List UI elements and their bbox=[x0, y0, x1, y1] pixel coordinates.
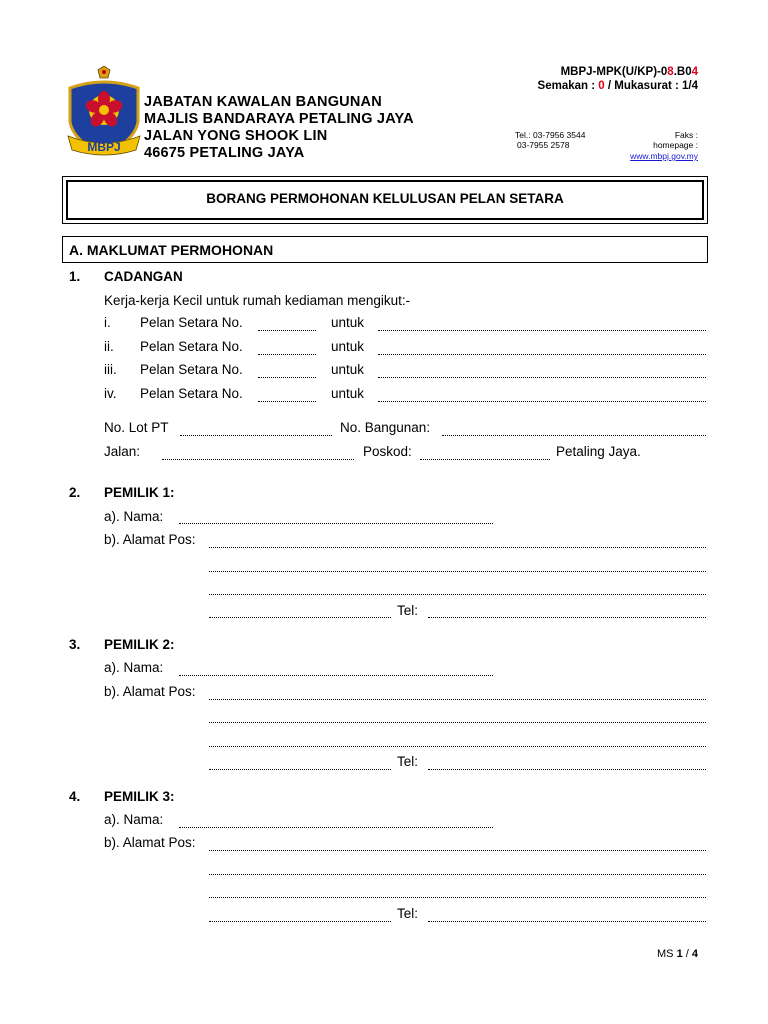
postcode-city: 46675 PETALING JAYA bbox=[144, 145, 305, 161]
form-title: BORANG PERMOHONAN KELULUSAN PELAN SETARA bbox=[206, 191, 564, 206]
owner-1-address-line-1[interactable] bbox=[209, 547, 706, 548]
owner-2-address-line-4[interactable] bbox=[209, 769, 391, 770]
postcode-label: Poskod: bbox=[363, 444, 412, 459]
owner-3-address-line-3[interactable] bbox=[209, 897, 706, 898]
city-text: Petaling Jaya. bbox=[556, 444, 641, 459]
owner-2-address-line-3[interactable] bbox=[209, 746, 706, 747]
street-field[interactable] bbox=[162, 459, 354, 460]
item-1-heading: CADANGAN bbox=[104, 269, 183, 284]
section-a-title: A. MAKLUMAT PERMOHONAN bbox=[69, 242, 274, 258]
revision-page: Semakan : 0 / Mukasurat : 1/4 bbox=[537, 80, 698, 92]
building-no-field[interactable] bbox=[442, 435, 706, 436]
website-link[interactable]: www.mbpj.gov.my bbox=[630, 151, 698, 161]
owner-1-address-line-3[interactable] bbox=[209, 594, 706, 595]
plan-row-2-purpose-field[interactable] bbox=[378, 354, 706, 355]
plan-row-4-untuk: untuk bbox=[331, 386, 365, 401]
owner-2-tel-field[interactable] bbox=[428, 769, 706, 770]
owner-2-name-field[interactable] bbox=[179, 675, 493, 676]
lot-pt-field[interactable] bbox=[180, 435, 332, 436]
plan-row-2-no-field[interactable] bbox=[258, 354, 316, 355]
owner-1-name-field[interactable] bbox=[179, 523, 493, 524]
form-title-box bbox=[62, 176, 708, 224]
street-address: JALAN YONG SHOOK LIN bbox=[144, 128, 328, 144]
owner-1-heading: PEMILIK 1: bbox=[104, 485, 175, 500]
plan-row-2-untuk: untuk bbox=[331, 339, 365, 354]
owner-3-address-line-2[interactable] bbox=[209, 874, 706, 875]
owner-2-address-label: b). Alamat Pos: bbox=[104, 684, 196, 699]
owner-1-address-label: b). Alamat Pos: bbox=[104, 532, 196, 547]
agency-name: JABATAN KAWALAN BANGUNAN bbox=[144, 94, 382, 110]
owner-3-heading: PEMILIK 3: bbox=[104, 789, 175, 804]
owner-3-address-line-1[interactable] bbox=[209, 850, 706, 851]
plan-row-3-purpose-field[interactable] bbox=[378, 377, 706, 378]
item-1-intro: Kerja-kerja Kecil untuk rumah kediaman mengikut:- bbox=[104, 293, 411, 308]
owner-2-address-line-1[interactable] bbox=[209, 699, 706, 700]
section-a-header bbox=[62, 236, 708, 263]
owner-3-name-field[interactable] bbox=[179, 827, 493, 828]
form-code: MBPJ-MPK(U/KP)-08.B04 bbox=[560, 66, 698, 78]
page-number: MS 1 / 4 bbox=[657, 948, 698, 960]
lot-pt-label: No. Lot PT bbox=[104, 420, 169, 435]
owner-3-tel-label: Tel: bbox=[397, 906, 419, 921]
mbpj-logo bbox=[64, 66, 144, 158]
owner-2-name-label: a). Nama: bbox=[104, 660, 164, 675]
plan-row-1-no-field[interactable] bbox=[258, 330, 316, 331]
plan-row-3-no-field[interactable] bbox=[258, 377, 316, 378]
plan-row-1-roman: i. bbox=[104, 315, 111, 330]
street-label: Jalan: bbox=[104, 444, 141, 459]
plan-row-4-purpose-field[interactable] bbox=[378, 401, 706, 402]
owner-3-name-label: a). Nama: bbox=[104, 812, 164, 827]
owner-1-tel-field[interactable] bbox=[428, 617, 706, 618]
plan-row-4-label: Pelan Setara No. bbox=[140, 386, 243, 401]
postcode-field[interactable] bbox=[420, 459, 550, 460]
plan-row-1-untuk: untuk bbox=[331, 315, 365, 330]
plan-row-1-purpose-field[interactable] bbox=[378, 330, 706, 331]
owner-3-tel-field[interactable] bbox=[428, 921, 706, 922]
owner-1-name-label: a). Nama: bbox=[104, 509, 164, 524]
item-1-number: 1. bbox=[69, 269, 81, 284]
owner-1-address-line-2[interactable] bbox=[209, 571, 706, 572]
plan-row-4-roman: iv. bbox=[104, 386, 117, 401]
owner-2-number: 3. bbox=[69, 637, 81, 652]
owner-2-heading: PEMILIK 2: bbox=[104, 637, 175, 652]
plan-row-4-no-field[interactable] bbox=[258, 401, 316, 402]
fax-label: Faks : bbox=[674, 130, 698, 140]
owner-2-tel-label: Tel: bbox=[397, 754, 419, 769]
owner-3-address-label: b). Alamat Pos: bbox=[104, 835, 196, 850]
owner-1-address-line-4[interactable] bbox=[209, 617, 391, 618]
plan-row-2-label: Pelan Setara No. bbox=[140, 339, 243, 354]
council-name: MAJLIS BANDARAYA PETALING JAYA bbox=[144, 111, 414, 127]
plan-row-2-roman: ii. bbox=[104, 339, 114, 354]
homepage-label: homepage : bbox=[653, 140, 698, 150]
plan-row-3-untuk: untuk bbox=[331, 362, 365, 377]
tel-number-2: 03-7955 2578 bbox=[517, 140, 570, 150]
owner-1-tel-label: Tel: bbox=[397, 603, 419, 618]
tel-number: Tel.: 03-7956 3544 bbox=[515, 130, 586, 140]
owner-1-number: 2. bbox=[69, 485, 81, 500]
plan-row-1-label: Pelan Setara No. bbox=[140, 315, 243, 330]
owner-3-address-line-4[interactable] bbox=[209, 921, 391, 922]
plan-row-3-roman: iii. bbox=[104, 362, 117, 377]
owner-3-number: 4. bbox=[69, 789, 81, 804]
owner-2-address-line-2[interactable] bbox=[209, 722, 706, 723]
plan-row-3-label: Pelan Setara No. bbox=[140, 362, 243, 377]
building-no-label: No. Bangunan: bbox=[340, 420, 431, 435]
logo-text: MBPJ bbox=[87, 140, 121, 154]
